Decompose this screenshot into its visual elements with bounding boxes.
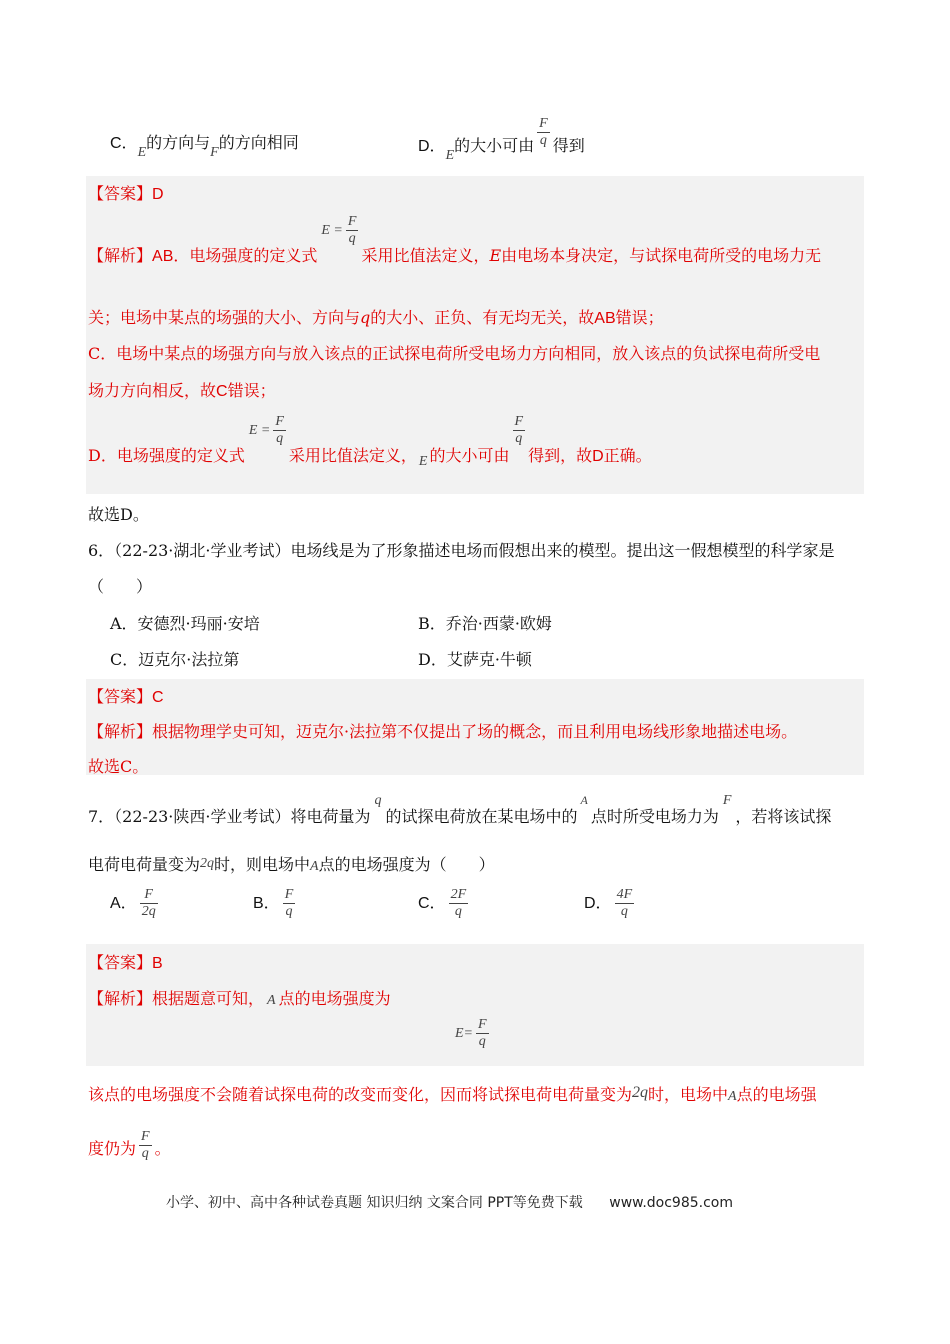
q7-option-b: B． $\frac{F}{q}$ <box>253 887 294 919</box>
q7-outside-line-1: 该点的电场强度不会随着试探电荷的改变而变化，因而将试探电荷电荷量变为2q时，电场中A点的电场强 <box>88 1084 817 1104</box>
q7-stem-line-2: 电荷电荷量变为2q时，则电场中A点的电场强度为（ ） <box>88 855 495 874</box>
q5-analysis-line-3: C．电场中某点的场强方向与放入该点的正试探电荷所受电场力方向相同，放入该点的负试探电荷所受电 <box>88 344 821 363</box>
footer-url[interactable]: www.doc985.com <box>609 1195 733 1211</box>
q5-option-d: D．E的大小可由 $\frac{F}{q}$ 得到 <box>418 116 585 163</box>
q7-analysis: 【解析】根据题意可知， A 点的电场强度为 <box>88 989 391 1008</box>
q7-answer: 【答案】B <box>88 953 163 972</box>
q7-option-c: C． $\frac{2F}{q}$ <box>418 887 467 919</box>
q6-stem-line-2: （ ） <box>88 577 153 596</box>
q7-option-a: A． $\frac{F}{2q}$ <box>110 887 156 919</box>
footer-text: 小学、初中、高中各种试卷真题 知识归纳 文案合同 PPT等免费下载 <box>166 1195 583 1211</box>
q6-conclusion: 故选C。 <box>88 757 149 776</box>
q7-stem-line-1: 7．（22-23·陕西·学业考试）将电荷量为q的试探电荷放在某电场中的A点时所受电场力为F，若将该试探 <box>88 793 832 826</box>
q5-analysis-line-1: 【解析】AB．电场强度的定义式E = $\frac{F}{q}$ 采用比值法定义，E由电场本身决定，与试探电荷所受的电场力无 <box>88 214 822 265</box>
q5-option-c: C．E的方向与F的方向相同 <box>110 133 299 160</box>
footer <box>166 1192 733 1212</box>
q7-centered-equation: E= $\frac{F}{q}$ <box>455 1017 487 1049</box>
q6-option-d: D．艾萨克·牛顿 <box>418 650 532 669</box>
q6-stem-line-1: 6．（22-23·湖北·学业考试）电场线是为了形象描述电场而假想出来的模型。提出这一假想模型的科学家是 <box>88 541 835 560</box>
q6-option-a: A．安德烈·玛丽·安培 <box>110 614 260 633</box>
q6-analysis: 【解析】根据物理学史可知，迈克尔·法拉第不仅提出了场的概念，而且利用电场线形象地描述电场。 <box>88 722 798 741</box>
q5-answer: 【答案】D <box>88 184 164 203</box>
q5-analysis-line-4: 场力方向相反，故C错误； <box>88 381 276 400</box>
q6-answer: 【答案】C <box>88 687 164 706</box>
q5-analysis-line-2: 关；电场中某点的场强的大小、方向与q的大小、正负、有无均无关，故AB错误； <box>88 308 664 327</box>
q6-option-c: C．迈克尔·法拉第 <box>110 650 240 669</box>
q7-outside-line-2: 度仍为 $\frac{F}{q}$ 。 <box>88 1129 171 1161</box>
q6-option-b: B．乔治·西蒙·欧姆 <box>418 614 552 633</box>
q5-conclusion: 故选D。 <box>88 505 149 524</box>
q5-analysis-line-5: D．电场强度的定义式E = $\frac{F}{q}$ 采用比值法定义， E 的大小可由 $\frac{F}{q}$ 得到，故D正确。 <box>88 414 652 469</box>
fraction-f-over-q: $\frac{F}{q}$ <box>539 116 548 148</box>
q7-option-d: D． $\frac{4F}{q}$ <box>584 887 633 919</box>
